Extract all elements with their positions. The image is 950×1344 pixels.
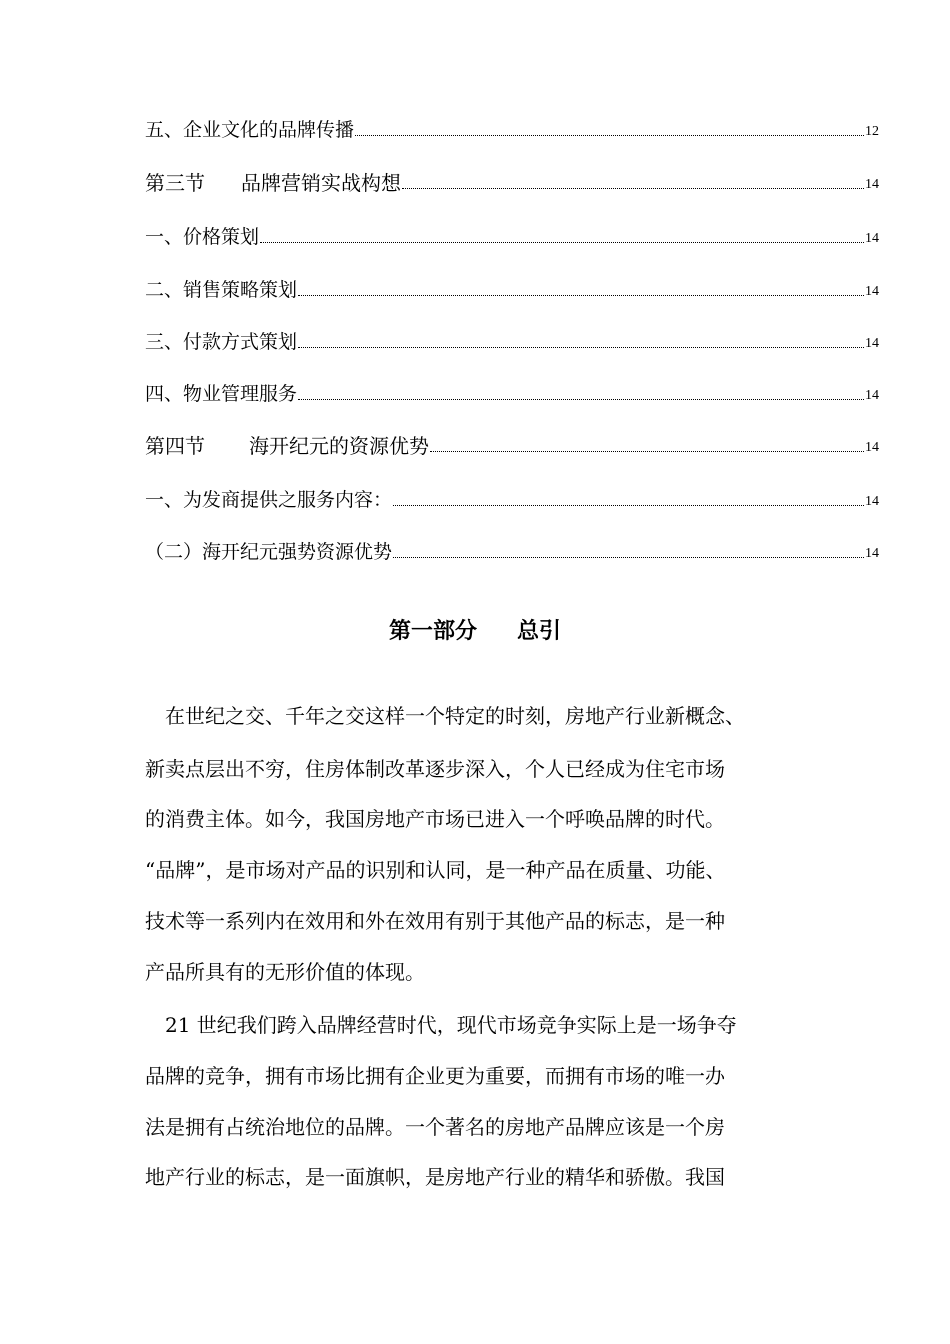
toc-entry-page: 14 — [865, 336, 879, 351]
toc-section-number: 第三节 — [145, 171, 205, 195]
toc-entry-label: 三、付款方式策划 — [145, 331, 298, 353]
toc-entry — [145, 278, 879, 302]
paragraph-line: 新卖点层出不穷，住房体制改革逐步深入，个人已经成为住宅市场 — [145, 757, 725, 781]
toc-entry — [145, 330, 879, 354]
toc-entry-label: （二）海开纪元强势资源优势 — [145, 541, 393, 563]
toc-entry — [145, 540, 879, 564]
toc-entry — [145, 118, 879, 142]
toc-entry-page: 14 — [865, 231, 879, 246]
toc-leader-dots — [260, 241, 864, 243]
toc-entry-label: 二、销售策略策划 — [145, 279, 298, 301]
toc-entry-label: 五、企业文化的品牌传播 — [145, 119, 355, 141]
paragraph-line: 技术等一系列内在效用和外在效用有别于其他产品的标志，是一种 — [145, 909, 725, 933]
toc-leader-dots — [393, 504, 864, 506]
toc-section-title: 品牌营销实战构想 — [241, 171, 401, 195]
toc-entry — [145, 434, 879, 458]
paragraph-line: 在世纪之交、千年之交这样一个特定的时刻，房地产行业新概念、 — [145, 704, 745, 728]
toc-entry-page: 14 — [865, 388, 879, 403]
paragraph-line: 品牌的竞争，拥有市场比拥有企业更为重要，而拥有市场的唯一办 — [145, 1064, 725, 1088]
toc-leader-dots — [402, 187, 864, 189]
toc-entry — [145, 488, 879, 512]
toc-entry-page: 14 — [865, 440, 879, 455]
toc-entry — [145, 225, 879, 249]
paragraph-line: 的消费主体。如今，我国房地产市场已进入一个呼唤品牌的时代。 — [145, 807, 725, 831]
toc-leader-dots — [298, 346, 864, 348]
toc-entry-label: 四、物业管理服务 — [145, 383, 298, 405]
toc-section-number: 第四节 — [145, 434, 205, 458]
toc-entry-page: 14 — [865, 177, 879, 192]
toc-entry — [145, 171, 879, 195]
part-heading — [0, 617, 950, 647]
paragraph-line: “品牌”，是市场对产品的识别和认同，是一种产品在质量、功能、 — [145, 858, 726, 882]
toc-leader-dots — [393, 556, 864, 558]
toc-entry-label — [145, 434, 429, 458]
toc-entry-page: 14 — [865, 494, 879, 509]
toc-leader-dots — [298, 398, 864, 400]
toc-leader-dots — [355, 134, 864, 136]
toc-entry-label: 一、价格策划 — [145, 226, 260, 248]
toc-entry-page: 12 — [865, 124, 879, 139]
part-heading-title: 总引 — [517, 619, 562, 644]
toc-entry-page: 14 — [865, 546, 879, 561]
paragraph-line: 地产行业的标志，是一面旗帜，是房地产行业的精华和骄傲。我国 — [145, 1165, 725, 1189]
toc-leader-dots — [298, 294, 864, 296]
toc-entry-page: 14 — [865, 284, 879, 299]
paragraph-line: 产品所具有的无形价值的体现。 — [145, 960, 425, 984]
toc-leader-dots — [430, 450, 864, 452]
paragraph-line: 法是拥有占统治地位的品牌。一个著名的房地产品牌应该是一个房 — [145, 1115, 725, 1139]
toc-entry-label — [145, 171, 401, 195]
toc-entry-label: 一、为发商提供之服务内容： — [145, 489, 393, 511]
toc-entry — [145, 382, 879, 406]
part-heading-number: 第一部分 — [388, 619, 477, 644]
toc-section-title: 海开纪元的资源优势 — [249, 434, 429, 458]
paragraph-line: 21 世纪我们跨入品牌经营时代，现代市场竞争实际上是一场争夺 — [145, 1013, 737, 1037]
